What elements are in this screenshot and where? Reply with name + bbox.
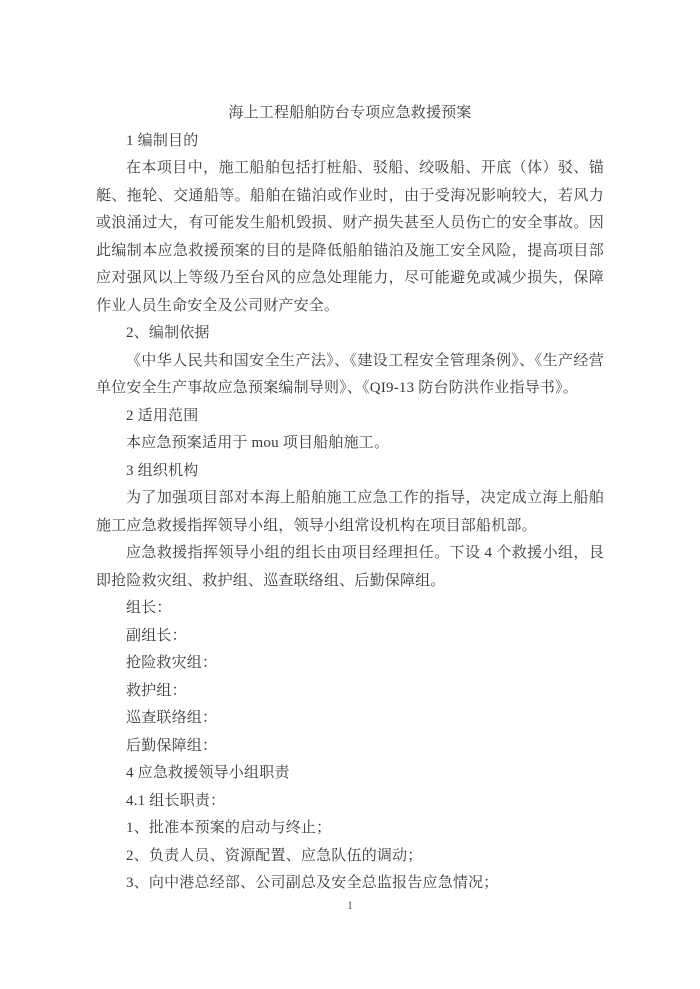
paragraph-purpose: 在本项目中，施工船舶包括打桩船、驳船、绞吸船、开底（体）驳、锚艇、拖轮、交通船等。船舶在锚泊或作业时，由于受海况影响较大，若风力或浪涌过大，有可能发生船机毁损、财产损失甚至人员伤亡的安全事故。因此编制本应急救援预案的目的是降低船舶锚泊及施工安全风险，提高项目部应对强风以上等级乃至台风的应急处理能力，尽可能避免或减少损失，保障作业人员生命安全及公司财产安全。 (96, 160, 604, 314)
label-group-leader: 组长： (126, 600, 172, 616)
section-heading-purpose: 1 编制目的 (126, 132, 199, 149)
subsection-leader-duties: 4.1 组长职责： (126, 792, 226, 809)
label-medical-aid-group: 救护组： (126, 682, 187, 699)
page-number: 1 (347, 898, 353, 912)
section-heading-organization: 3 组织机构 (126, 462, 199, 479)
duty-item-2: 2、负责人员、资源配置、应急队伍的调动； (126, 847, 423, 864)
section-heading-scope: 2 适用范围 (126, 407, 199, 424)
paragraph-organization-2: 应急救援指挥领导小组的组长由项目经理担任。下设 4 个救援小组，艮即抢险救灾组、救护组、巡查联络组、后勤保障组。 (96, 545, 604, 589)
section-heading-basis: 2、编制依据 (126, 325, 210, 341)
label-rescue-relief-group: 抢险救灾组： (126, 655, 218, 671)
document-title: 海上工程船舶防台专项应急救援预案 (228, 105, 472, 121)
label-deputy-group-leader: 副组长： (126, 627, 187, 644)
paragraph-organization-1: 为了加强项目部对本海上船舶施工应急工作的指导，决定成立海上船舶施工应急救援指挥领导小组，领导小组常设机构在项目部船机部。 (96, 490, 604, 534)
duty-item-1: 1、批准本预案的启动与终止； (126, 820, 332, 836)
section-heading-duties: 4 应急救援领导小组职责 (126, 765, 290, 781)
line-scope-statement: 本应急预案适用于 mou 项目船舶施工。 (126, 435, 390, 451)
duty-item-3: 3、向中港总经部、公司副总及安全总监报告应急情况； (126, 875, 499, 891)
paragraph-basis: 《中华人民共和国安全生产法》、《建设工程安全管理条例》、《生产经营单位安全生产事故应急预案编制导则》、《QI9-13 防台防洪作业指导书》。 (96, 352, 604, 396)
label-logistics-support-group: 后勤保障组： (126, 737, 218, 754)
label-patrol-liaison-group: 巡查联络组： (126, 710, 218, 726)
document-body (96, 100, 604, 898)
